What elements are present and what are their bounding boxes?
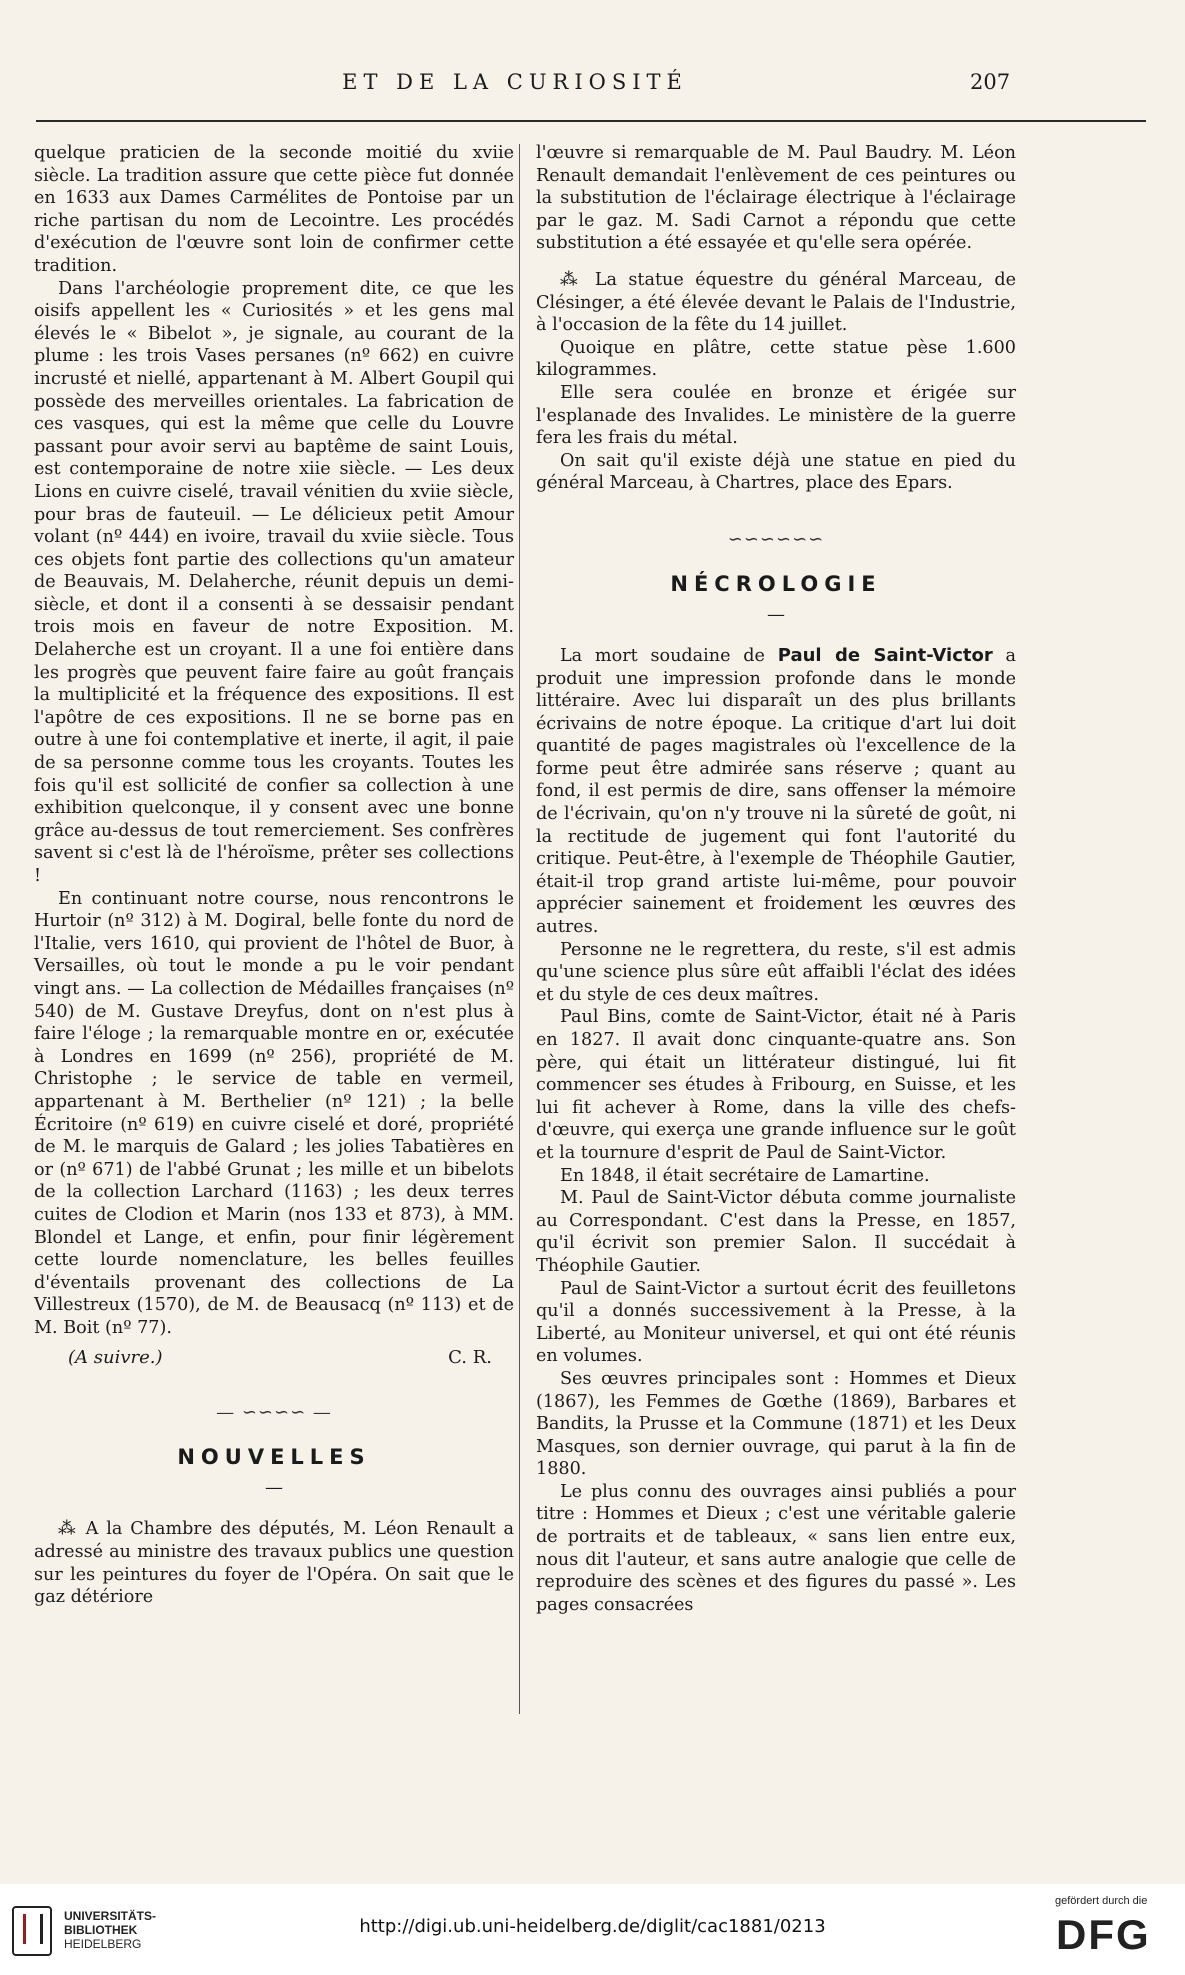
paragraph: ⁂ La statue équestre du général Marceau, de Clésinger, a été élevée devant le Palais de l'Industrie, à l'occasion de la fête du 14 juillet. <box>536 269 1016 336</box>
paragraph: l'œuvre si remarquable de M. Paul Baudry. M. Léon Renault demandait l'enlèvement de ces peintures ou la substitution de l'éclairage électrique à l'éclairage par le gaz. M. Sadi Carnot a répondu que cette substitution a été essayée et qu'elle sera opérée. <box>536 143 1016 254</box>
library-name-line: UNIVERSITÄTS- <box>64 1909 157 1923</box>
funding-note: gefördert durch die <box>1055 1895 1148 1907</box>
paragraph: En continuant notre course, nous rencontrons le Hurtoir (nº 312) à M. Dogiral, belle fonte du nord de l'Italie, vers 1610, qui provient de l'hôtel de Buor, à Versailles, où tout le monde a pu le voir pendant vingt ans. — La collection de Médailles françaises (nº 540) de M. Gustave Dreyfus, dont on n'est plus à faire l'éloge ; la remarquable montre en or, exécutée à Londres en 1699 (nº 256), propriété de M. Christophe ; le service de table en vermeil, appartenant à M. Berthelier (nº 121) ; la belle Écritoire (nº 619) en cuivre ciselé et doré, propriété de M. le marquis de Galard ; les jolies Tabatières en or (nº 671) de l'abbé Grunat ; les mille et un bibelots de la collection Larchard (1163) ; les deux terres cuites de Clodion et Marin (nos 133 et 873), à MM. Blondel et Lange, et enfin, pour finir légèrement cette lourde nomenclature, les belles feuilles d'éventails provenant des collections de La Villestreux (1570), de M. de Beausacq (nº 113) et de M. Boit (nº 77). <box>34 888 514 1338</box>
paragraph: Personne ne le regrettera, du reste, s'il est admis qu'une science plus sûre eût affaibli l'éclat des idées et du style de ces deux maîtres. <box>536 939 1016 1005</box>
paragraph: Elle sera coulée en bronze et érigée sur l'esplanade des Invalides. Le ministère de la guerre fera les frais du métal. <box>536 382 1016 449</box>
paragraph: ⁂ A la Chambre des députés, M. Léon Renault a adressé au ministre des travaux publics une question sur les peintures du foyer de l'Opéra. On sait que le gaz détériore <box>34 1519 514 1608</box>
right-column <box>536 142 1016 1616</box>
left-column <box>34 142 514 1609</box>
paragraph: quelque praticien de la seconde moitié du xviie siècle. La tradition assure que cette pièce fut donnée en 1633 aux Dames Carmélites de Pontoise par un riche partisan du nom de Lecointre. Les procédés d'exécution de l'œuvre sont loin de confirmer cette tradition. <box>34 143 514 276</box>
paragraph: Paul de Saint-Victor a surtout écrit des feuilletons qu'il a donnés successivement à la Presse, à la Liberté, au Moniteur universel, et qui ont été réunis en volumes. <box>536 1278 1016 1367</box>
paragraph: Quoique en plâtre, cette statue pèse 1.600 kilogrammes. <box>536 337 1016 381</box>
person-name: Paul de Saint-Victor <box>777 644 993 666</box>
paragraph: En 1848, il était secrétaire de Lamartine. <box>560 1165 930 1186</box>
section-title-nouvelles: NOUVELLES <box>177 1445 371 1470</box>
paragraph: Dans l'archéologie proprement dite, ce que les oisifs appellent les « Curiosités » et les gens mal élevés le « Bibelot », je signale, au courant de la plume : les trois Vases persanes (nº 662) en cuivre incrusté et niellé, appartenant à M. Albert Goupil qui possède des merveilles orientales. La fabrication de ces vasques, qui est la même que celle du Louvre passant pour avoir servi au baptême de saint Louis, est contemporaine de notre xiie siècle. — Les deux Lions en cuivre ciselé, travail vénitien du xviie siècle, pour bras de fauteuil. — Le délicieux petit Amour volant (nº 444) en ivoire, travail du xviie siècle. Tous ces objets font partie des collections qu'un amateur de Beauvais, M. Delaherche, réunit depuis un demi-siècle, et dont il a consenti à se dessaisir pendant trois mois en faveur de notre Exposition. M. Delaherche est un croyant. Il a une foi entière dans les progrès que peuvent faire faire au goût français la multiplicité et la fréquence des expositions. Il est l'apôtre de ces expositions. Il ne se borne pas en outre à une foi contemplative et inerte, il agit, il paie de sa personne comme tous les croyants. Toutes les fois qu'il est sollicité de confier sa collection à une exhibition quelconque, il y consent avec une bonne grâce au-dessus de tout remerciement. Ses confrères savent si c'est là de l'héroïsme, prêter ses collections ! <box>34 278 514 886</box>
ornament-divider: — ∽∽∽∽ — <box>216 1402 332 1424</box>
running-title: ET DE LA CURIOSITÉ <box>342 70 688 94</box>
text-run: a produit une impression profonde dans le monde littéraire. Avec lui disparaît un des plus brillants écrivains de notre époque. La critique d'art lui doit quantité de pages magistrales où l'excellence de la forme peut être admirée sans réserve ; quant au fond, il est permis de dire, sans offenser la mémoire de l'écrivain, qu'on n'y trouve ni la sûreté de goût, ni la rectitude de jugement qui font l'autorité du critique. Peut-être, à l'exemple de Théophile Gautier, était-il trop grand artiste lui-même, pour pouvoir apprécier sainement et froidement les œuvres des autres. <box>536 645 1016 938</box>
dfg-logo: DFG <box>1056 1911 1151 1958</box>
library-name-line: BIBLIOTHEK <box>64 1923 138 1937</box>
header-rule <box>36 120 1146 122</box>
author-initials: C. R. <box>448 1347 492 1369</box>
text-run: La mort soudaine de <box>560 645 765 666</box>
page-number: 207 <box>970 70 1011 94</box>
library-name-line: HEIDELBERG <box>64 1937 142 1951</box>
to-be-continued: (A suivre.) <box>68 1347 163 1369</box>
paragraph: Le plus connu des ouvrages ainsi publiés a pour titre : Hommes et Dieux ; c'est une véritable galerie de portraits et de tableaux, « sans lien entre eux, nous dit l'auteur, et sans autre analogie que celle de reproduire des scènes et des figures du passé ». Les pages consacrées <box>536 1481 1016 1615</box>
paragraph: M. Paul de Saint-Victor débuta comme journaliste au Correspondant. C'est dans la Presse, en 1857, qu'il écrivit son premier Salon. Il succédait à Théophile Gautier. <box>536 1188 1016 1276</box>
paragraph: On sait qu'il existe déjà une statue en pied du général Marceau, à Chartres, place des Epars. <box>536 450 1016 494</box>
permalink-url[interactable]: http://digi.ub.uni-heidelberg.de/diglit/cac1881/0213 <box>359 1916 826 1937</box>
paragraph <box>536 645 1016 939</box>
paragraph: Ses œuvres principales sont : Hommes et Dieux (1867), les Femmes de Gœthe (1869), Barbares et Bandits, la Prusse et la Commune (1871) et les Deux Masques, son dernier ouvrage, qui parut à la fin de 1880. <box>536 1368 1016 1480</box>
column-divider <box>519 144 520 1714</box>
ornament-divider: ∽∽∽∽∽∽ <box>727 528 825 550</box>
paragraph: Paul Bins, comte de Saint-Victor, était né à Paris en 1827. Il avait donc cinquante-quatre ans. Son père, qui était un littérateur distingué, lui fit commencer ses études à Fribourg, en Suisse, et les lui fit achever à Rome, dans la ville des chefs-d'œuvre, qui exerça une grande influence sur le goût et la tournure d'esprit de Paul de Saint-Victor. <box>536 1007 1016 1163</box>
section-title-necrologie: NÉCROLOGIE <box>670 571 882 596</box>
section-dash: — <box>265 1477 283 1499</box>
continuation-line <box>34 1339 514 1368</box>
section-dash: — <box>767 603 785 625</box>
